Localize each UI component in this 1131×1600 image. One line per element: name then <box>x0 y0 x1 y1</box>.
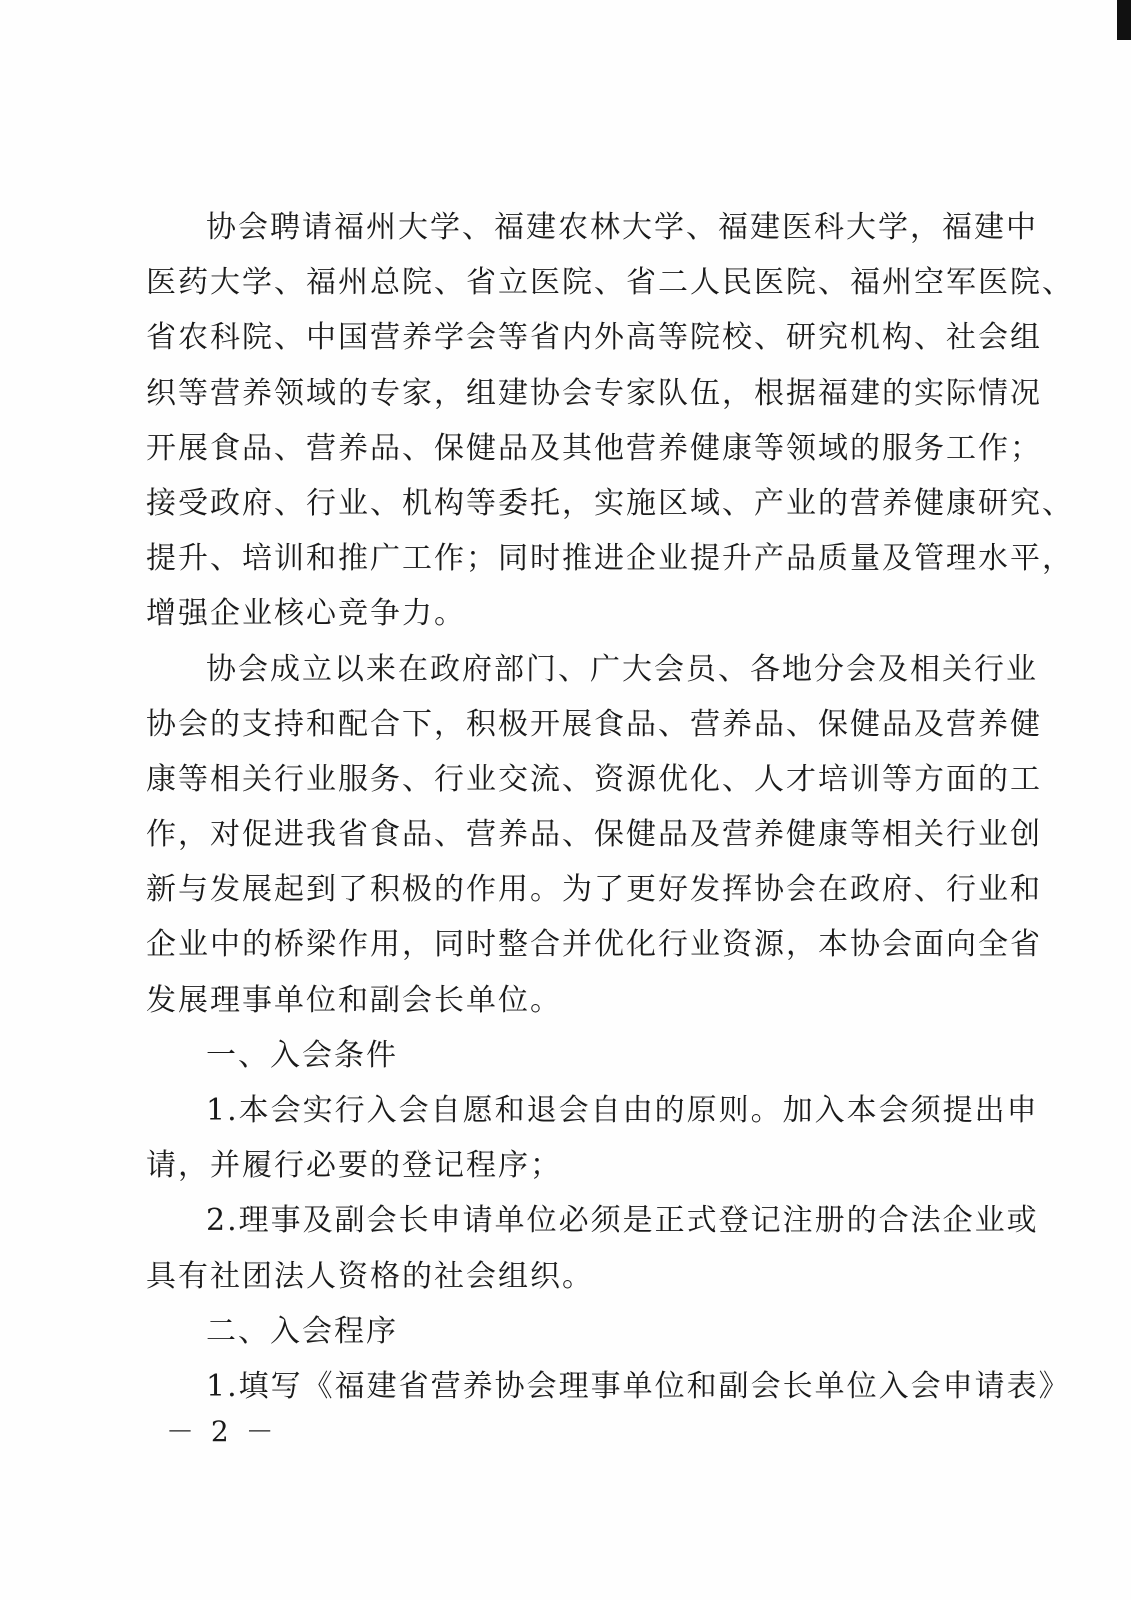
paragraph-expert-team-line: 织等营养领域的专家，组建协会专家队伍，根据福建的实际情况 <box>146 375 1042 411</box>
condition-2-line: 具有社团法人资格的社会组织。 <box>146 1258 594 1294</box>
paragraph-expert-team-line: 增强企业核心竞争力。 <box>146 596 466 632</box>
paragraph-expert-team-line: 医药大学、福州总院、省立医院、省二人民医院、福州空军医院、 <box>146 265 1074 301</box>
paragraph-expert-team-line: 开展食品、营养品、保健品及其他营养健康等领域的服务工作； <box>146 430 1042 466</box>
paragraph-development-line: 新与发展起到了积极的作用。为了更好发挥协会在政府、行业和 <box>146 872 1042 908</box>
scan-edge-mark <box>1117 0 1131 40</box>
section-heading-procedure: 二、入会程序 <box>206 1313 398 1349</box>
paragraph-development-line: 作，对促进我省食品、营养品、保健品及营养健康等相关行业创 <box>146 817 1042 853</box>
page-number: － 2 － <box>166 1415 278 1448</box>
condition-1-line: 1.本会实行入会自愿和退会自由的原则。加入本会须提出申 <box>206 1093 1039 1128</box>
paragraph-development-line: 协会的支持和配合下，积极开展食品、营养品、保健品及营养健 <box>146 706 1042 742</box>
paragraph-development-line: 发展理事单位和副会长单位。 <box>146 982 562 1018</box>
condition-1-line: 请，并履行必要的登记程序； <box>146 1148 562 1184</box>
paragraph-expert-team-line: 协会聘请福州大学、福建农林大学、福建医科大学，福建中 <box>206 210 1038 245</box>
paragraph-expert-team-line: 接受政府、行业、机构等委托，实施区域、产业的营养健康研究、 <box>146 485 1074 521</box>
section-heading-conditions: 一、入会条件 <box>206 1037 398 1073</box>
document-body <box>146 200 1074 1414</box>
paragraph-development-line: 企业中的桥梁作用，同时整合并优化行业资源，本协会面向全省 <box>146 927 1042 963</box>
paragraph-expert-team-line: 省农科院、中国营养学会等省内外高等院校、研究机构、社会组 <box>146 320 1042 356</box>
paragraph-development-line: 康等相关行业服务、行业交流、资源优化、人才培训等方面的工 <box>146 761 1042 797</box>
condition-2-line: 2.理事及副会长申请单位必须是正式登记注册的合法企业或 <box>206 1203 1039 1239</box>
paragraph-expert-team-line: 提升、培训和推广工作；同时推进企业提升产品质量及管理水平， <box>146 541 1074 577</box>
paragraph-development-line: 协会成立以来在政府部门、广大会员、各地分会及相关行业 <box>206 651 1038 687</box>
procedure-1-line: 1.填写《福建省营养协会理事单位和副会长单位入会申请表》 <box>206 1368 1071 1404</box>
